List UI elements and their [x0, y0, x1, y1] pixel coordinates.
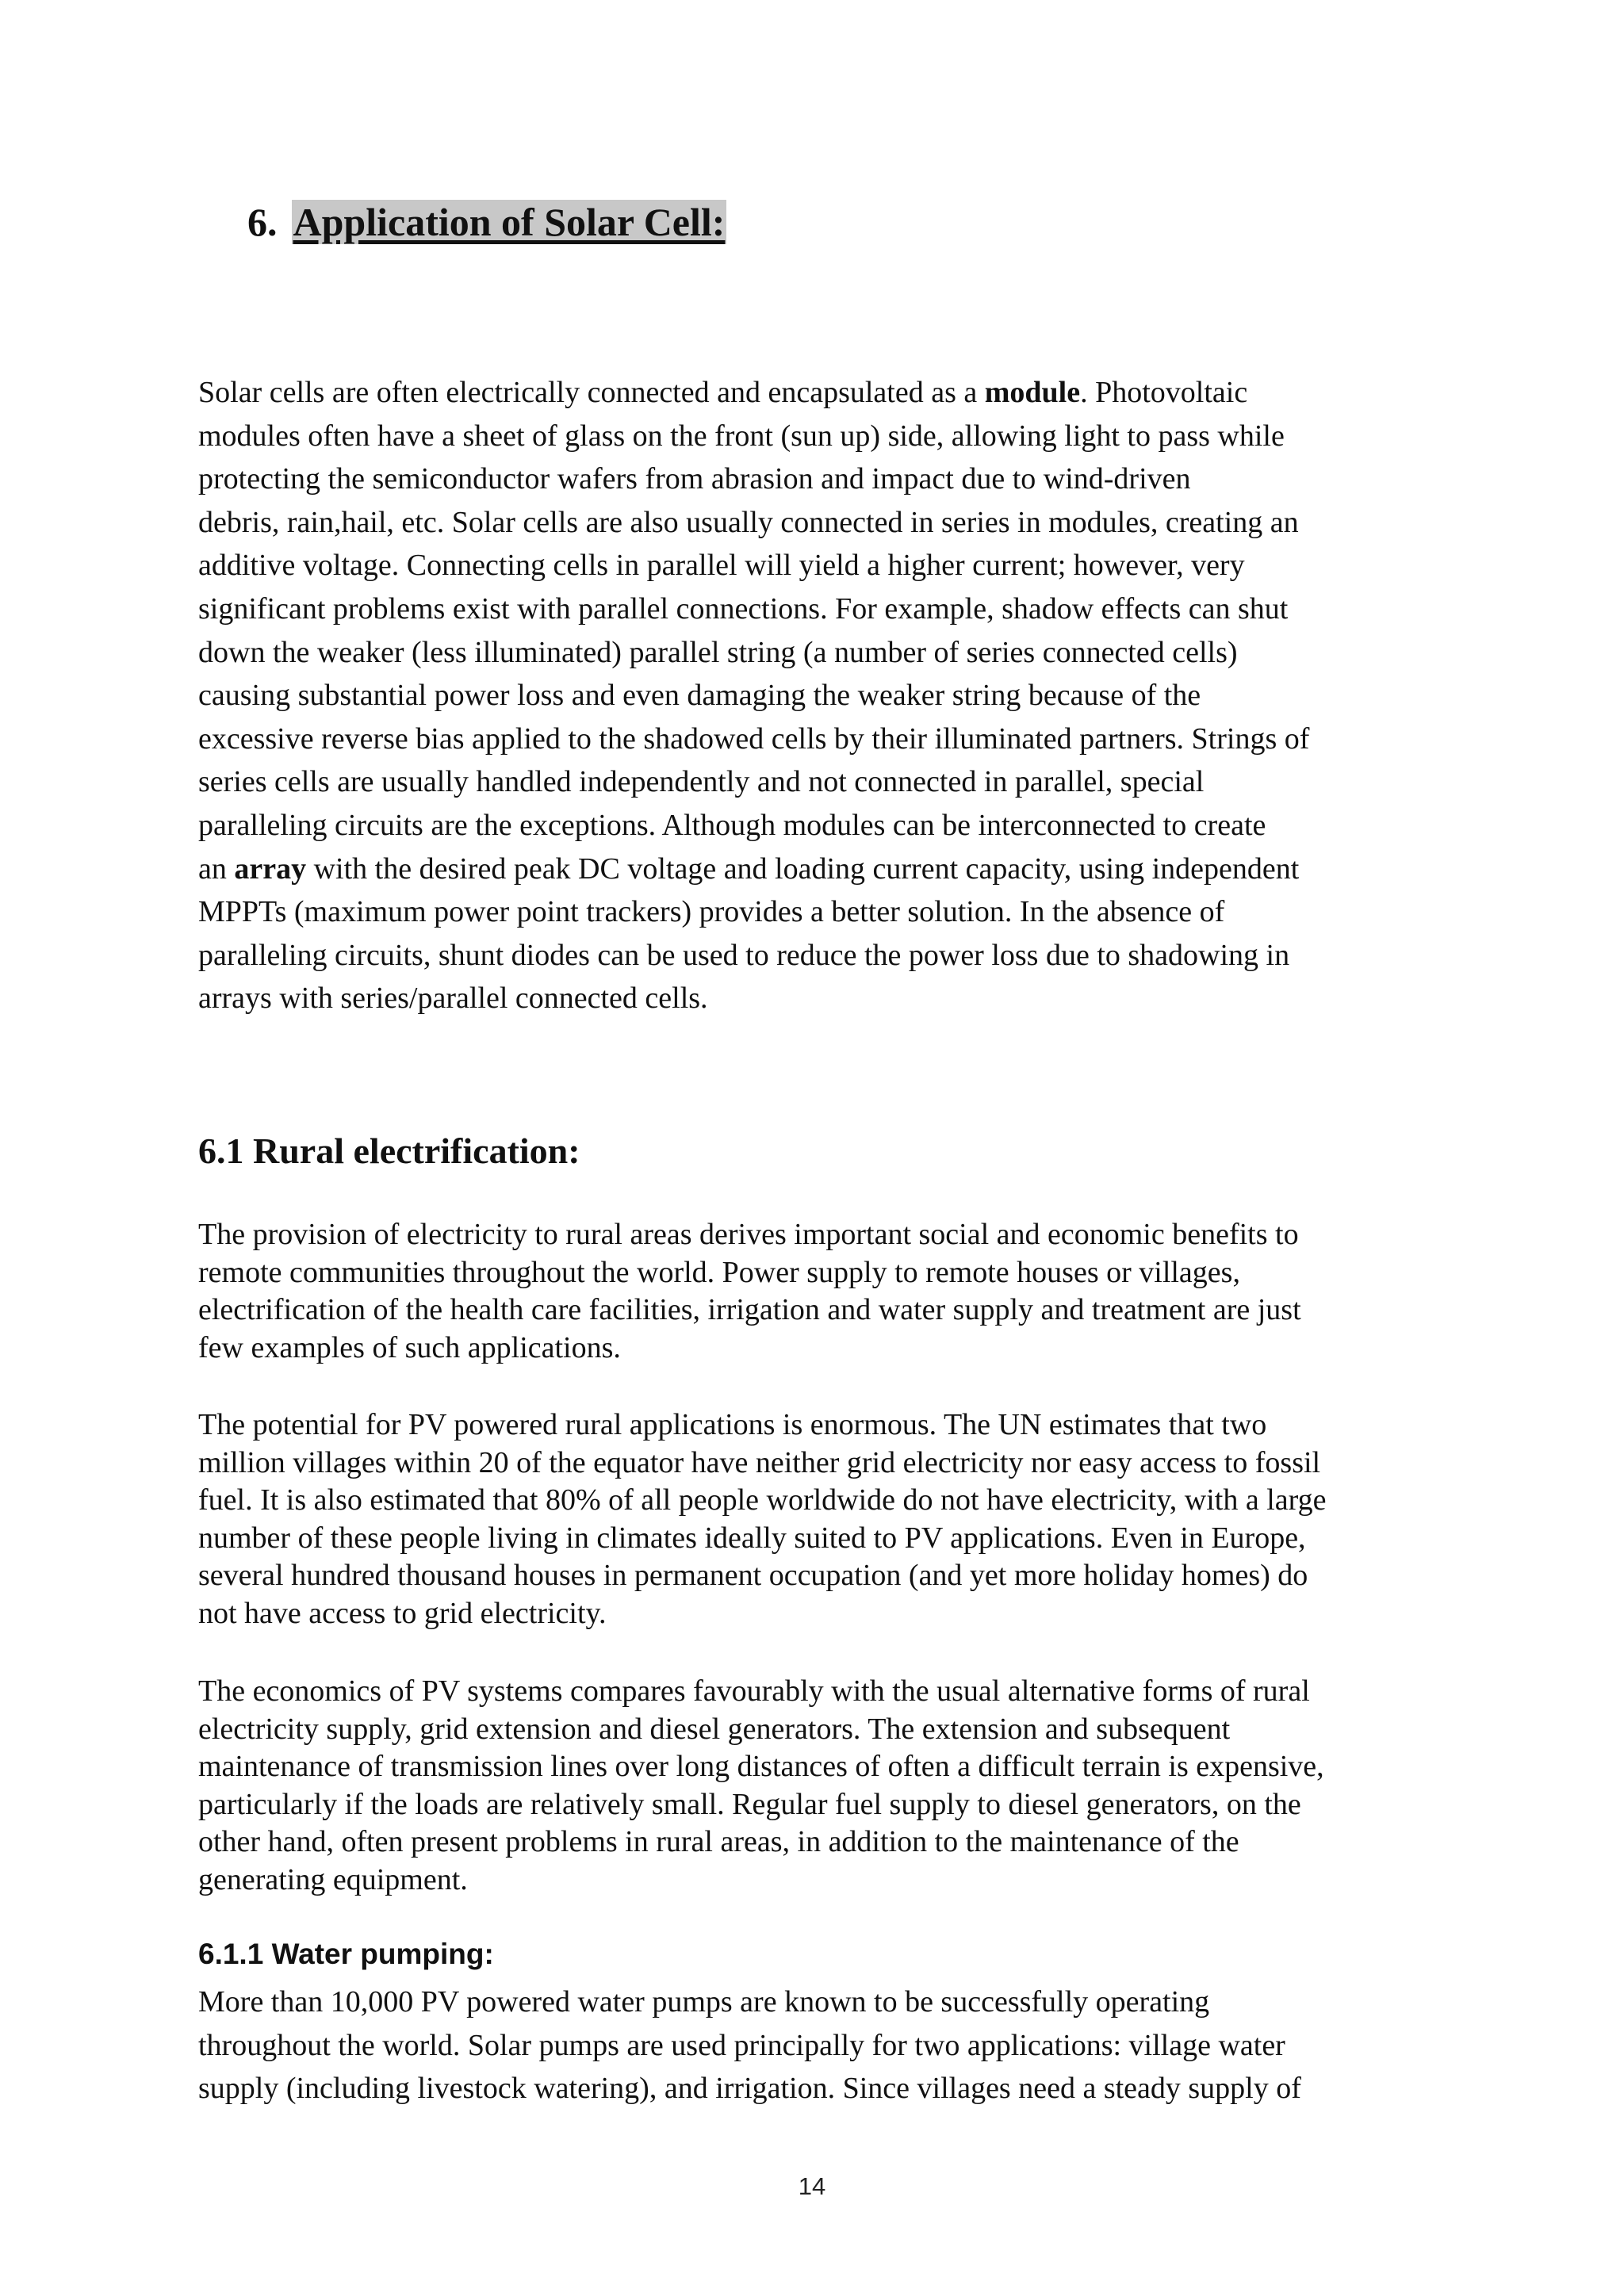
paragraph-line: particularly if the loads are relatively small. Regular fuel supply to diesel generators, on the [198, 1787, 1301, 1821]
paragraph-line: several hundred thousand houses in permanent occupation (and yet more holiday homes) do [198, 1559, 1308, 1592]
paragraph-line: arrays with series/parallel connected cells. [198, 982, 708, 1016]
paragraph-line: number of these people living in climates ideally suited to PV applications. Even in Europe, [198, 1521, 1306, 1555]
paragraph-line: other hand, often present problems in rural areas, in addition to the maintenance of the [198, 1825, 1239, 1858]
paragraph-line: electrification of the health care facilities, irrigation and water supply and treatment are just [198, 1293, 1301, 1326]
rural-paragraph-3 [198, 1673, 1435, 1899]
paragraph-line: maintenance of transmission lines over long distances of often a difficult terrain is expensive, [198, 1750, 1324, 1783]
paragraph-line: series cells are usually handled independently and not connected in parallel, special [198, 765, 1205, 799]
section-number: 6. [247, 200, 278, 244]
rural-paragraph-2 [198, 1406, 1435, 1632]
paragraph-line: protecting the semiconductor wafers from abrasion and impact due to wind-driven [198, 462, 1191, 496]
paragraph-line: paralleling circuits are the exceptions. Although modules can be interconnected to create [198, 808, 1266, 842]
paragraph-line: throughout the world. Solar pumps are used principally for two applications: village water [198, 2028, 1285, 2062]
paragraph-line: million villages within 20 of the equator have neither grid electricity nor easy access to fossil [198, 1445, 1321, 1479]
water-pumping-paragraph [198, 1980, 1435, 2110]
paragraph-line: The economics of PV systems compares favourably with the usual alternative forms of rural [198, 1674, 1310, 1708]
paragraph-line: supply (including livestock watering), and irrigation. Since villages need a steady supply of [198, 2072, 1301, 2105]
intro-paragraph [198, 371, 1435, 1020]
paragraph-line: More than 10,000 PV powered water pumps are known to be successfully operating [198, 1985, 1210, 2019]
paragraph-line: debris, rain,hail, etc. Solar cells are also usually connected in series in modules, creating an [198, 505, 1299, 539]
paragraph-line: The provision of electricity to rural areas derives important social and economic benefits to [198, 1218, 1299, 1251]
paragraph-line: MPPTs (maximum power point trackers) provides a better solution. In the absence of [198, 895, 1225, 929]
paragraph-line: an array with the desired peak DC voltage and loading current capacity, using independent [198, 851, 1300, 886]
paragraph-line: electricity supply, grid extension and diesel generators. The extension and subsequent [198, 1712, 1231, 1746]
paragraph-line: The potential for PV powered rural applications is enormous. The UN estimates that two [198, 1408, 1267, 1441]
rural-paragraph-1 [198, 1216, 1435, 1367]
paragraph-line: remote communities throughout the world. Power supply to remote houses or villages, [198, 1255, 1240, 1289]
paragraph-line: causing substantial power loss and even damaging the weaker string because of the [198, 679, 1201, 713]
paragraph-line: down the weaker (less illuminated) parallel string (a number of series connected cells) [198, 635, 1238, 669]
paragraph-line: excessive reverse bias applied to the shadowed cells by their illuminated partners. Strings of [198, 721, 1310, 756]
subsection-heading-rural-electrification: 6.1 Rural electrification: [198, 1131, 580, 1171]
paragraph-line: modules often have a sheet of glass on the front (sun up) side, allowing light to pass while [198, 419, 1285, 453]
page-number: 14 [798, 2172, 826, 2200]
paragraph-line: significant problems exist with parallel connections. For example, shadow effects can shut [198, 591, 1289, 626]
section-title: Application of Solar Cell: [293, 200, 726, 244]
paragraph-line: fuel. It is also estimated that 80% of all people worldwide do not have electricity, with a large [198, 1483, 1327, 1517]
paragraph-line: generating equipment. [198, 1862, 468, 1896]
paragraph-line: additive voltage. Connecting cells in parallel will yield a higher current; however, very [198, 549, 1245, 583]
paragraph-line: Solar cells are often electrically connected and encapsulated as a module. Photovoltaic [198, 376, 1248, 409]
section-heading [247, 197, 726, 247]
paragraph-line: few examples of such applications. [198, 1330, 621, 1364]
subsection-heading-water-pumping: 6.1.1 Water pumping: [198, 1938, 494, 1970]
bold-term-array: array [234, 851, 307, 886]
bold-term-module: module [984, 376, 1081, 409]
paragraph-line: not have access to grid electricity. [198, 1596, 607, 1630]
paragraph-line: paralleling circuits, shunt diodes can be used to reduce the power loss due to shadowing in [198, 938, 1290, 972]
